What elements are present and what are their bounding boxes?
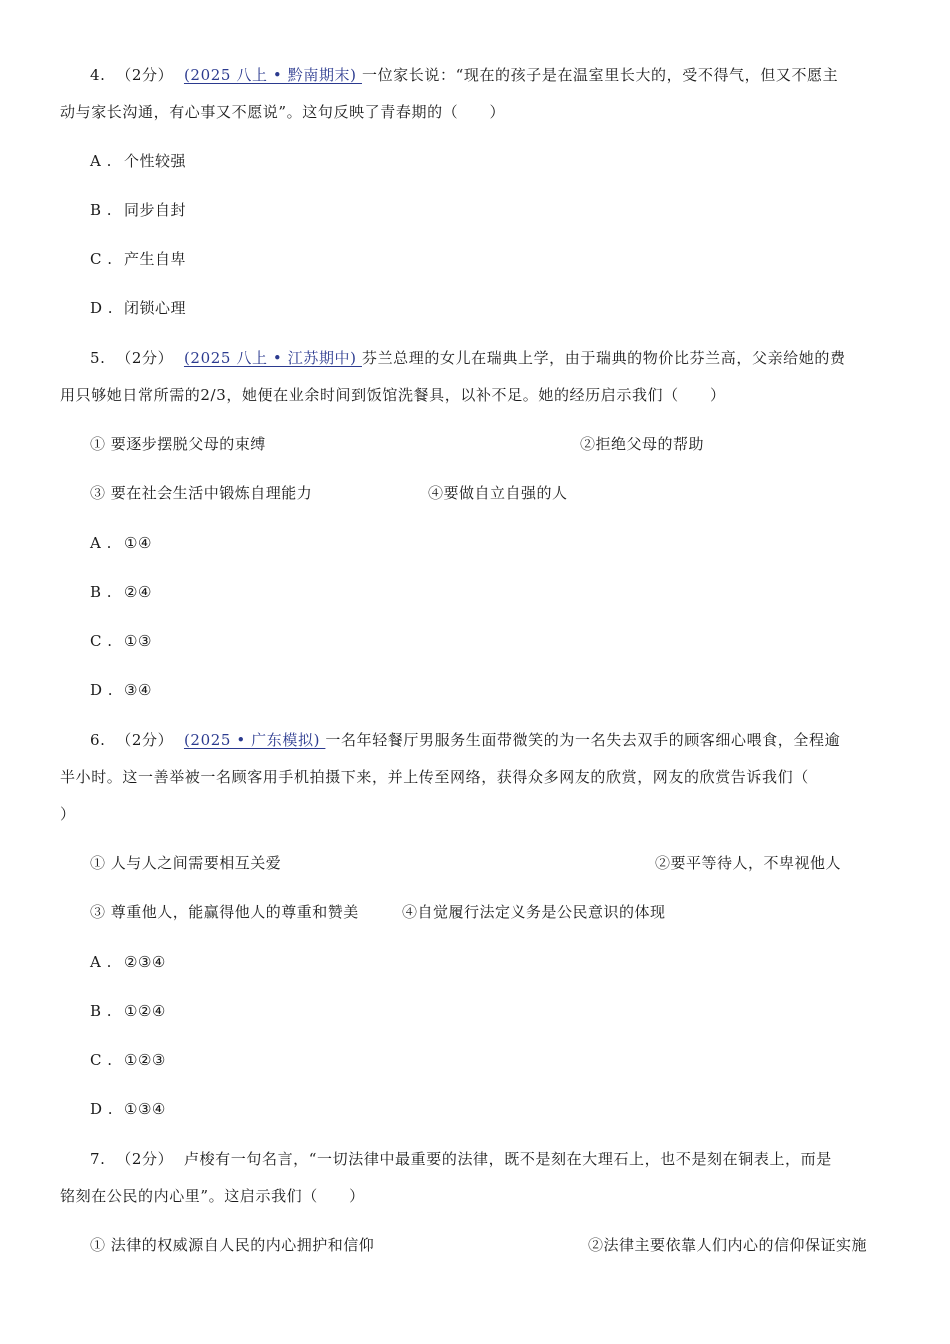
question-5-line-1 xyxy=(60,346,892,370)
question-score: （2分） xyxy=(116,731,174,749)
option-d[interactable]: D . 闭锁心理 xyxy=(90,299,187,317)
statement-1: ① 要逐步摆脱父母的束缚 xyxy=(90,435,266,453)
option-b[interactable]: B . 同步自封 xyxy=(90,201,187,219)
question-5-line-2: 用只够她日常所需的2/3，她便在业余时间到饭馆洗餐具，以补不足。她的经历启示我们（ ） xyxy=(60,386,726,404)
option-a[interactable]: A . 个性较强 xyxy=(90,152,187,170)
question-text: 一位家长说：“现在的孩子是在温室里长大的，受不得气，但又不愿主 xyxy=(361,66,839,84)
statement-3: ③ 要在社会生活中锻炼自理能力 xyxy=(90,484,313,502)
question-score: （2分） xyxy=(116,66,174,84)
question-7-line-1 xyxy=(60,1147,892,1171)
option-c[interactable]: C . ①③ xyxy=(90,632,152,650)
question-6-line-3: ） xyxy=(60,805,76,823)
option-c[interactable]: C . ①②③ xyxy=(90,1051,166,1069)
question-number: 5. xyxy=(90,349,106,367)
statement-1: ① 人与人之间需要相互关爱 xyxy=(90,854,282,872)
question-text: 一名年轻餐厅男服务生面带微笑的为一名失去双手的顾客细心喂食，全程逾 xyxy=(325,731,841,749)
question-6-line-1 xyxy=(60,728,892,752)
question-source-link[interactable]: (2025 八上 • 江苏期中) xyxy=(183,349,362,367)
question-source-link[interactable]: (2025 八上 • 黔南期末) xyxy=(183,66,362,84)
question-score: （2分） xyxy=(116,349,174,367)
statement-4: ④要做自立自强的人 xyxy=(428,484,568,502)
option-d[interactable]: D . ③④ xyxy=(90,681,152,699)
option-a[interactable]: A . ②③④ xyxy=(90,953,166,971)
statement-2: ②拒绝父母的帮助 xyxy=(580,435,705,453)
question-number: 4. xyxy=(90,66,106,84)
option-b[interactable]: B . ①②④ xyxy=(90,1002,166,1020)
question-number: 6. xyxy=(90,731,106,749)
question-source-link[interactable]: (2025 • 广东模拟) xyxy=(183,731,326,749)
question-text: 芬兰总理的女儿在瑞典上学，由于瑞典的物价比芬兰高，父亲给她的费 xyxy=(361,349,846,367)
statement-2: ②要平等待人，不卑视他人 xyxy=(655,854,842,872)
question-4-line-2: 动与家长沟通，有心事又不愿说”。这句反映了青春期的（ ） xyxy=(60,103,506,121)
question-score: （2分） xyxy=(116,1150,174,1168)
statement-4: ④自觉履行法定义务是公民意识的体现 xyxy=(402,903,666,921)
option-a[interactable]: A . ①④ xyxy=(90,534,152,552)
question-text: 卢梭有一句名言，“一切法律中最重要的法律，既不是刻在大理石上，也不是刻在铜表上，而是 xyxy=(183,1150,832,1168)
statement-1: ① 法律的权威源自人民的内心拥护和信仰 xyxy=(90,1236,375,1254)
option-b[interactable]: B . ②④ xyxy=(90,583,152,601)
question-6-line-2: 半小时。这一善举被一名顾客用手机拍摄下来，并上传至网络，获得众多网友的欣赏，网友的欣赏告诉我们（ xyxy=(60,768,809,786)
question-4-line-1 xyxy=(60,63,892,87)
option-d[interactable]: D . ①③④ xyxy=(90,1100,166,1118)
statement-3: ③ 尊重他人，能赢得他人的尊重和赞美 xyxy=(90,903,359,921)
question-7-line-2: 铭刻在公民的内心里”。这启示我们（ ） xyxy=(60,1187,365,1205)
option-c[interactable]: C . 产生自卑 xyxy=(90,250,187,268)
statement-2: ②法律主要依靠人们内心的信仰保证实施 xyxy=(588,1236,868,1254)
question-number: 7. xyxy=(90,1150,106,1168)
